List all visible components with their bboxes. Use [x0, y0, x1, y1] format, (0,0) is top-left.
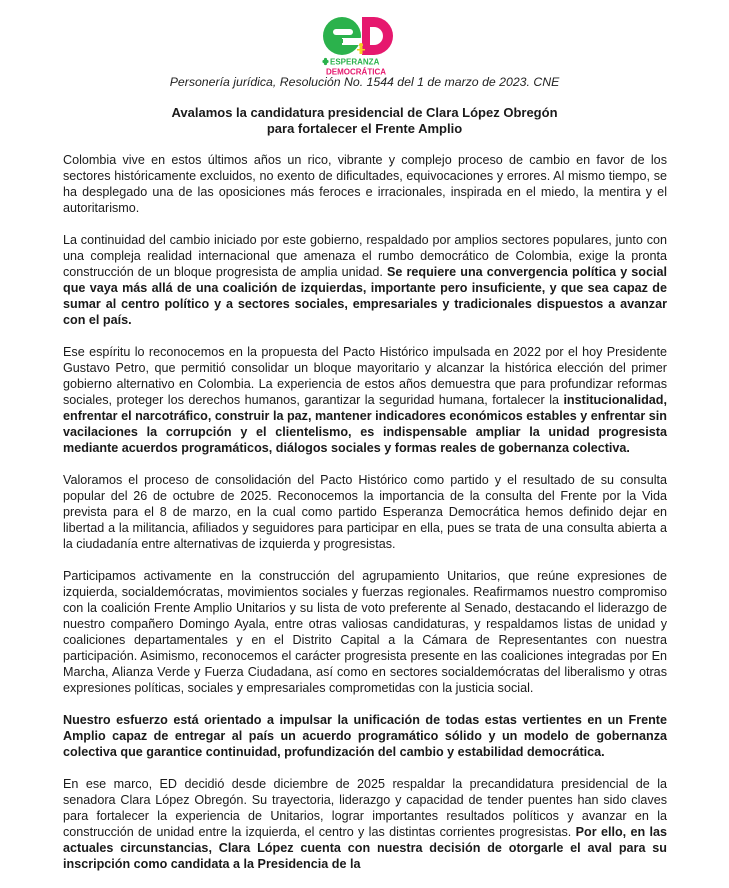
paragraph-text: Ese espíritu lo reconocemos en la propuesta del Pacto Histórico impulsada en 2022 por el hoy Presidente Gustavo Petro, que permitió consolidar un bloque mayoritario y alcanzar la histórica elección del primer gobierno alternativo en Colombia. La experiencia de estos años demuestra que para profundizar reformas sociales, proteger los derechos humanos, garantizar la seguridad humana, fortalecer la	[63, 345, 667, 407]
paragraph-2	[63, 232, 667, 328]
legal-registration-note: Personería jurídica, Resolución No. 1544 del 1 de marzo de 2023. CNE	[169, 75, 560, 89]
paragraph-3	[63, 344, 667, 456]
document-title	[0, 105, 729, 137]
paragraph-7	[63, 776, 667, 872]
paragraph-6	[63, 712, 667, 760]
paragraph-text: Valoramos el proceso de consolidación del Pacto Histórico como partido y el resultado de su consulta popular del 26 de octubre de 2025. Reconocemos la importancia de la consulta del Frente por la Vida prevista para el 8 de marzo, en la cual como partido Esperanza Democrática hemos definido dejar en libertad a la militancia, afiliados y seguidores para participar en ella, pues se trata de una consulta abierta a la ciudadanía entre alternativas de izquierda y progresistas.	[63, 473, 667, 551]
paragraph-text: Colombia vive en estos últimos años un rico, vibrante y complejo proceso de cambio en favor de los sectores históricamente excluidos, no exento de dificultades, equivocaciones y errores. Al mismo tiempo, se ha desplegado una de las oposiciones más feroces e irracionales, inspirada en el miedo, la mentira y el autoritarismo.	[63, 153, 667, 215]
logo-line1: ESPERANZA	[330, 57, 380, 67]
esperanza-democratica-logo-icon	[312, 14, 418, 78]
paragraph-bold-text: Se requiere una convergencia política y social que vaya más allá de una coalición de izquierdas, importante pero insuficiente, y que sea capaz de sumar al centro político y a sectores sociales, empresariales y tradicionales dispuestos a avanzar con el país.	[63, 265, 667, 327]
title-line-2: para fortalecer el Frente Amplio	[266, 121, 463, 136]
paragraph-text: Participamos activamente en la construcción del agrupamiento Unitarios, que reúne expresiones de izquierda, socialdemócratas, movimientos sociales y fuerzas regionales. Reafirmamos nuestro compromiso con la coalición Frente Amplio Unitarios y su lista de voto preferente al Senado, destacando el liderazgo de nuestro compañero Domingo Ayala, entre otras valiosas candidaturas, y respaldamos listas de unidad y coaliciones departamentales y en el Distrito Capital a la Cámara de Representantes con nuestra participación. Asimismo, reconocemos el carácter progresista presente en las coaliciones integradas por En Marcha, Alianza Verde y Fuerza Ciudadana, así como en sectores socialdemócratas del liberalismo y otras expresiones políticas, sociales y empresariales comprometidas con la justicia social.	[63, 569, 667, 695]
title-line-1: Avalamos la candidatura presidencial de Clara López Obregón	[171, 105, 558, 120]
logo-d-mark	[362, 17, 393, 55]
paragraph-text: La continuidad del cambio iniciado por este gobierno, respaldado por amplios sectores populares, junto con una compleja realidad internacional que amenaza el rumbo democrático de Colombia, exige la pronta construcción de un bloque progresista de amplia unidad.	[63, 233, 667, 279]
flower-icon	[322, 58, 328, 65]
paragraph-bold-text: Nuestro esfuerzo está orientado a impulsar la unificación de todas estas vertientes en un Frente Amplio capaz de entregar al país un acuerdo programático sólido y un modelo de gobernanza colectiva que garantice continuidad, profundización del cambio y estabilidad democrática.	[63, 713, 667, 759]
logo-line2: DEMOCRÁTICA	[326, 67, 386, 77]
paragraph-text: En ese marco, ED decidió desde diciembre de 2025 respaldar la precandidatura presidencial de la senadora Clara López Obregón. Su trayectoria, liderazgo y capacidad de tender puentes han sido claves para fortalecer la experiencia de Unitarios, lograr importantes resultados políticos y avanzar en la construcción de unidad entre la izquierda, el centro y las distintas corrientes progresistas.	[63, 777, 667, 839]
paragraph-5	[63, 568, 667, 696]
paragraph-bold-text: Por ello, en las actuales circunstancias, Clara López cuenta con nuestra decisión de otorgarle el aval para su inscripción como candidata a la Presidencia de la	[63, 825, 668, 871]
paragraph-4	[63, 472, 667, 552]
paragraph-bold-text: institucionalidad, enfrentar el narcotráfico, construir la paz, mantener indicadores económicos estables y enfrentar sin vacilaciones la corrupción y el clientelismo, es indispensable ampliar la unidad progresista mediante acuerdos programáticos, diálogos sociales y formas reales de gobernanza colectiva.	[63, 393, 667, 455]
document-body	[63, 152, 667, 888]
paragraph-1	[63, 152, 667, 216]
party-logo	[312, 14, 418, 78]
